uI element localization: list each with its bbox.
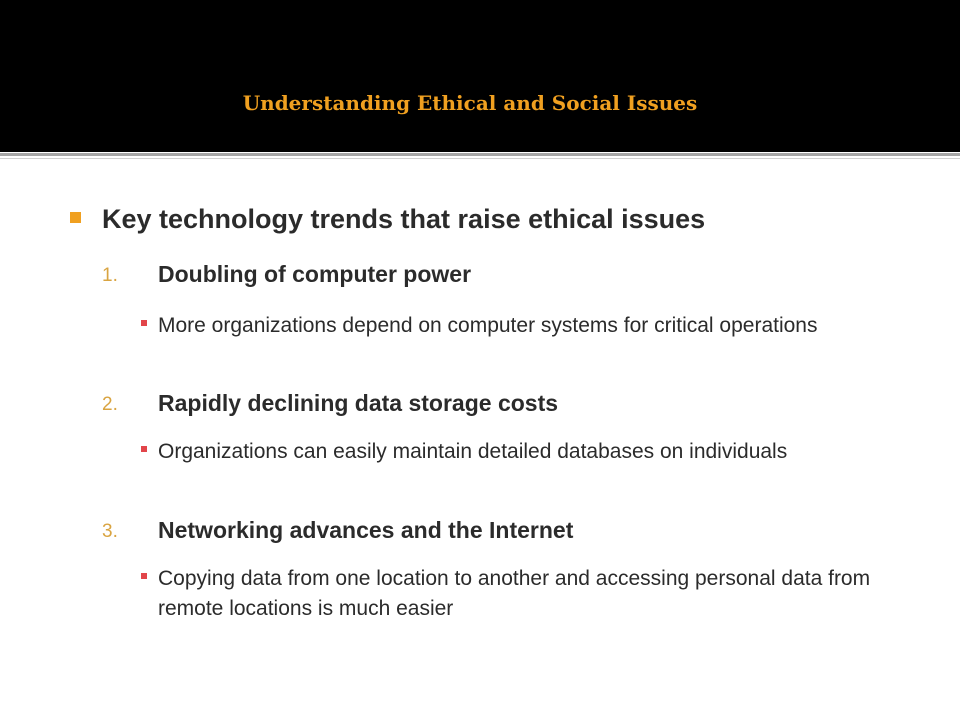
item-number: 2. (102, 394, 118, 415)
main-bullet-text: Key technology trends that raise ethical issues (102, 204, 706, 234)
header-divider (0, 153, 960, 156)
item-detail: Copying data from one location to another and accessing personal data from remote locations is much easier (158, 567, 871, 620)
item-heading: Rapidly declining data storage costs (158, 390, 559, 416)
bullet-square-icon (70, 212, 81, 223)
slide-title: Understanding Ethical and Social Issues (242, 91, 698, 115)
item-detail: Organizations can easily maintain detailed databases on individuals (158, 440, 788, 463)
item-detail: More organizations depend on computer systems for critical operations (158, 314, 818, 337)
sub-bullet-icon (141, 320, 147, 326)
item-heading: Networking advances and the Internet (158, 517, 574, 543)
item-heading: Doubling of computer power (158, 261, 472, 287)
slide-header (0, 0, 960, 152)
sub-bullet-icon (141, 573, 147, 579)
header-divider-thin (0, 158, 960, 159)
item-number: 3. (102, 521, 118, 542)
item-number: 1. (102, 265, 118, 286)
sub-bullet-icon (141, 446, 147, 452)
